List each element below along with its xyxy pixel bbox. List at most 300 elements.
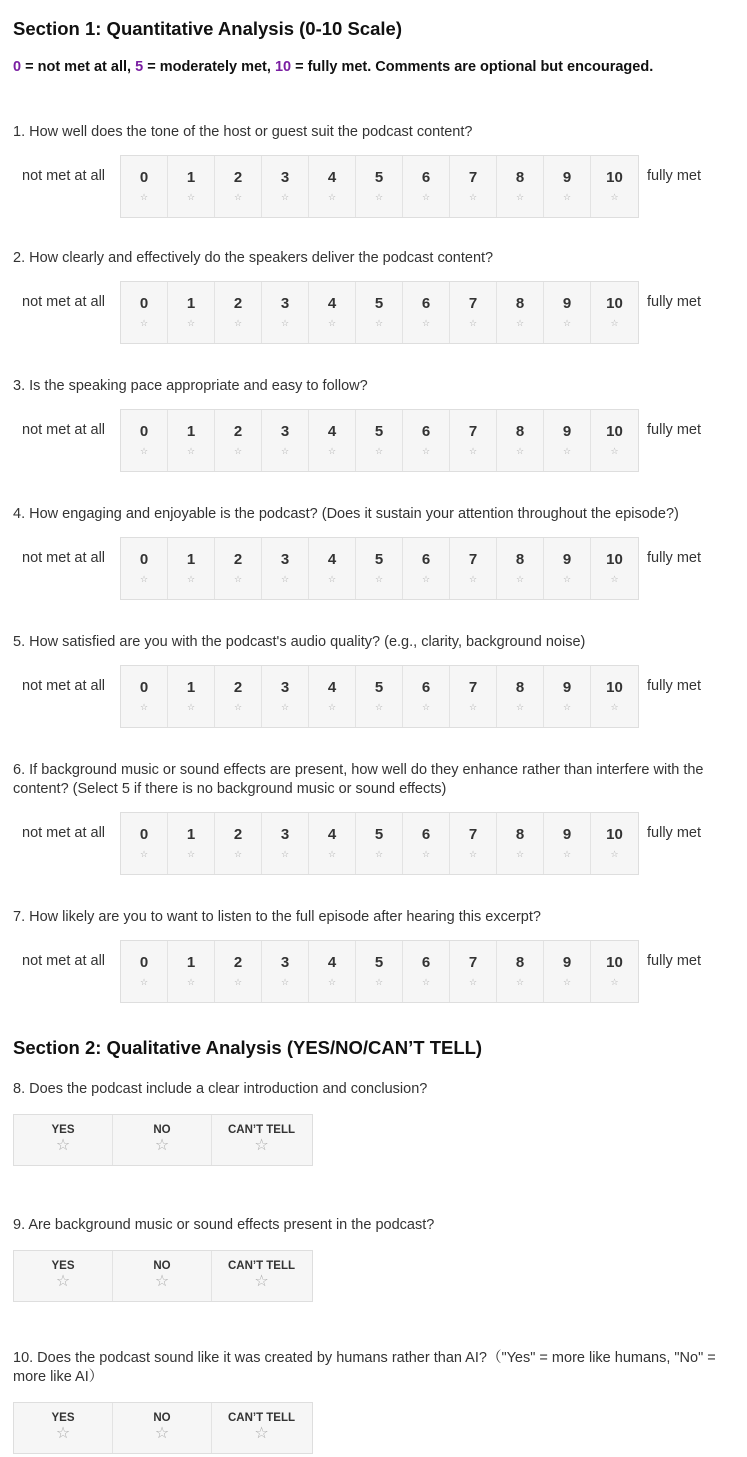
rating-option-8[interactable] xyxy=(497,156,544,217)
choice-label: YES xyxy=(51,1124,75,1136)
rating-value: 0 xyxy=(139,551,149,568)
rating-value: 2 xyxy=(233,169,243,186)
rating-option-9[interactable] xyxy=(544,156,591,217)
rating-option-10[interactable] xyxy=(591,666,638,727)
rating-value: 6 xyxy=(421,826,431,843)
star-outline-icon: ☆ xyxy=(468,702,478,712)
star-outline-icon: ☆ xyxy=(421,574,431,584)
scale-max-label: fully met xyxy=(647,825,701,841)
rating-option-4[interactable] xyxy=(309,813,356,874)
rating-option-4[interactable] xyxy=(309,282,356,343)
choice-label: NO xyxy=(153,1124,171,1136)
rating-option-5[interactable] xyxy=(356,941,403,1002)
rating-option-4[interactable] xyxy=(309,156,356,217)
question-text: 8. Does the podcast include a clear introduction and conclusion? xyxy=(13,1081,428,1097)
rating-option-3[interactable] xyxy=(262,282,309,343)
rating-option-8[interactable] xyxy=(497,666,544,727)
star-outline-icon: ☆ xyxy=(374,318,384,328)
rating-value: 6 xyxy=(421,551,431,568)
choice-can-t-tell[interactable] xyxy=(212,1403,311,1453)
rating-option-3[interactable] xyxy=(262,538,309,599)
rating-value: 7 xyxy=(468,169,478,186)
rating-option-2[interactable] xyxy=(215,666,262,727)
star-outline-icon: ☆ xyxy=(610,702,619,712)
rating-value: 4 xyxy=(327,679,337,696)
rating-value: 6 xyxy=(421,679,431,696)
star-outline-icon: ☆ xyxy=(610,849,619,859)
rating-value: 3 xyxy=(280,295,290,312)
rating-value: 9 xyxy=(562,954,572,971)
choice-label: NO xyxy=(153,1412,171,1424)
rating-value: 6 xyxy=(421,169,431,186)
star-outline-icon: ☆ xyxy=(233,574,243,584)
star-outline-icon: ☆ xyxy=(154,1425,170,1442)
rating-value: 10 xyxy=(606,423,623,440)
rating-value: 6 xyxy=(421,423,431,440)
rating-option-2[interactable] xyxy=(215,538,262,599)
star-outline-icon: ☆ xyxy=(515,446,525,456)
rating-option-8[interactable] xyxy=(497,282,544,343)
star-outline-icon: ☆ xyxy=(254,1273,269,1290)
star-outline-icon: ☆ xyxy=(327,702,337,712)
section-2-title: Section 2: Qualitative Analysis (YES/NO/CAN’T TELL) xyxy=(13,1037,483,1058)
star-outline-icon: ☆ xyxy=(280,849,290,859)
rating-scale-row xyxy=(13,812,747,875)
rating-option-6[interactable] xyxy=(403,282,450,343)
star-outline-icon: ☆ xyxy=(421,977,431,987)
rating-option-7[interactable] xyxy=(450,538,497,599)
star-outline-icon: ☆ xyxy=(55,1137,71,1154)
star-outline-icon: ☆ xyxy=(468,446,478,456)
legend-number-10: 10 xyxy=(274,59,292,75)
star-outline-icon: ☆ xyxy=(233,977,243,987)
question-text: 2. How clearly and effectively do the speakers deliver the podcast content? xyxy=(13,250,494,266)
star-outline-icon: ☆ xyxy=(374,849,384,859)
rating-option-2[interactable] xyxy=(215,410,262,471)
star-outline-icon: ☆ xyxy=(515,849,525,859)
star-outline-icon: ☆ xyxy=(55,1273,71,1290)
star-outline-icon: ☆ xyxy=(562,192,572,202)
rating-question xyxy=(13,123,747,218)
star-outline-icon: ☆ xyxy=(186,192,196,202)
rating-option-1[interactable] xyxy=(168,538,215,599)
rating-option-7[interactable] xyxy=(450,813,497,874)
rating-option-0[interactable] xyxy=(121,666,168,727)
scale-max-label: fully met xyxy=(647,678,701,694)
yes-no-question xyxy=(13,1349,747,1454)
rating-value: 0 xyxy=(139,295,149,312)
scale-max-label: fully met xyxy=(647,294,701,310)
scale-min-label: not met at all xyxy=(22,953,106,969)
scale-legend xyxy=(13,57,747,77)
rating-option-3[interactable] xyxy=(262,813,309,874)
rating-option-10[interactable] xyxy=(591,538,638,599)
star-outline-icon: ☆ xyxy=(233,446,243,456)
star-outline-icon: ☆ xyxy=(139,192,149,202)
rating-value: 4 xyxy=(327,169,337,186)
rating-option-1[interactable] xyxy=(168,666,215,727)
rating-value: 9 xyxy=(562,169,572,186)
rating-scale-row xyxy=(13,537,747,600)
choice-can-t-tell[interactable] xyxy=(212,1251,311,1301)
star-outline-icon: ☆ xyxy=(374,977,384,987)
rating-value: 6 xyxy=(421,954,431,971)
star-outline-icon: ☆ xyxy=(186,446,196,456)
star-outline-icon: ☆ xyxy=(280,702,290,712)
rating-value: 7 xyxy=(468,295,478,312)
star-outline-icon: ☆ xyxy=(610,318,619,328)
rating-option-7[interactable] xyxy=(450,282,497,343)
rating-value: 1 xyxy=(186,954,196,971)
rating-option-5[interactable] xyxy=(356,538,403,599)
rating-value: 10 xyxy=(606,679,623,696)
scale-min-label: not met at all xyxy=(22,550,106,566)
rating-option-5[interactable] xyxy=(356,666,403,727)
rating-value: 2 xyxy=(233,826,243,843)
scale-max-label: fully met xyxy=(647,422,701,438)
rating-value: 7 xyxy=(468,954,478,971)
star-outline-icon: ☆ xyxy=(55,1425,71,1442)
rating-option-2[interactable] xyxy=(215,282,262,343)
rating-value: 2 xyxy=(233,954,243,971)
rating-value: 10 xyxy=(606,954,623,971)
rating-option-4[interactable] xyxy=(309,666,356,727)
star-outline-icon: ☆ xyxy=(186,702,196,712)
rating-option-9[interactable] xyxy=(544,538,591,599)
star-outline-icon: ☆ xyxy=(421,849,431,859)
rating-option-10[interactable] xyxy=(591,156,638,217)
rating-option-8[interactable] xyxy=(497,410,544,471)
legend-text-0: = not met at all, xyxy=(21,59,136,75)
rating-option-0[interactable] xyxy=(121,156,168,217)
section-1-title: Section 1: Quantitative Analysis (0-10 Scale) xyxy=(13,18,402,39)
rating-option-6[interactable] xyxy=(403,666,450,727)
rating-option-8[interactable] xyxy=(497,941,544,1002)
star-outline-icon: ☆ xyxy=(610,192,619,202)
rating-question xyxy=(13,633,747,728)
star-outline-icon: ☆ xyxy=(280,977,290,987)
rating-option-7[interactable] xyxy=(450,666,497,727)
rating-value: 0 xyxy=(139,423,149,440)
star-outline-icon: ☆ xyxy=(562,849,572,859)
rating-option-9[interactable] xyxy=(544,666,591,727)
rating-option-6[interactable] xyxy=(403,410,450,471)
yes-no-choices xyxy=(13,1402,313,1454)
rating-option-0[interactable] xyxy=(121,941,168,1002)
rating-option-4[interactable] xyxy=(309,538,356,599)
star-outline-icon: ☆ xyxy=(468,574,478,584)
rating-option-5[interactable] xyxy=(356,282,403,343)
choice-can-t-tell[interactable] xyxy=(212,1115,311,1165)
star-outline-icon: ☆ xyxy=(421,446,431,456)
rating-value: 0 xyxy=(139,954,149,971)
rating-value: 10 xyxy=(606,551,623,568)
choice-no[interactable] xyxy=(113,1403,212,1453)
rating-value: 9 xyxy=(562,295,572,312)
scale-max-label: fully met xyxy=(647,550,701,566)
rating-value: 8 xyxy=(515,679,525,696)
star-outline-icon: ☆ xyxy=(186,849,196,859)
yes-no-question xyxy=(13,1080,747,1166)
rating-value: 5 xyxy=(374,423,384,440)
rating-value: 3 xyxy=(280,551,290,568)
star-outline-icon: ☆ xyxy=(233,318,243,328)
star-outline-icon: ☆ xyxy=(327,574,337,584)
legend-text-10: = fully met. Comments are optional but encouraged. xyxy=(291,59,654,75)
rating-option-5[interactable] xyxy=(356,156,403,217)
rating-scale xyxy=(120,665,639,728)
rating-value: 7 xyxy=(468,551,478,568)
scale-min-label: not met at all xyxy=(22,422,106,438)
star-outline-icon: ☆ xyxy=(186,318,196,328)
rating-scale xyxy=(120,155,639,218)
star-outline-icon: ☆ xyxy=(280,446,290,456)
rating-scale-row xyxy=(13,665,747,728)
rating-option-4[interactable] xyxy=(309,410,356,471)
rating-option-10[interactable] xyxy=(591,282,638,343)
star-outline-icon: ☆ xyxy=(562,446,572,456)
rating-value: 8 xyxy=(515,423,525,440)
choice-yes[interactable] xyxy=(14,1115,113,1165)
rating-option-1[interactable] xyxy=(168,156,215,217)
rating-value: 3 xyxy=(280,679,290,696)
rating-scale xyxy=(120,537,639,600)
rating-option-6[interactable] xyxy=(403,538,450,599)
rating-scale-row xyxy=(13,281,747,344)
rating-scale xyxy=(120,281,639,344)
rating-value: 5 xyxy=(374,826,384,843)
rating-option-2[interactable] xyxy=(215,813,262,874)
star-outline-icon: ☆ xyxy=(468,849,478,859)
legend-number-0: 0 xyxy=(13,59,22,75)
question-text: 3. Is the speaking pace appropriate and easy to follow? xyxy=(13,378,368,394)
rating-option-8[interactable] xyxy=(497,538,544,599)
rating-option-5[interactable] xyxy=(356,813,403,874)
star-outline-icon: ☆ xyxy=(139,318,149,328)
rating-value: 3 xyxy=(280,954,290,971)
star-outline-icon: ☆ xyxy=(610,574,619,584)
question-text: 6. If background music or sound effects are present, how well do they enhance rather than interfere with the content? (Select 5 if there is no background music or sound effects) xyxy=(13,762,704,797)
yes-no-choices xyxy=(13,1250,313,1302)
rating-value: 8 xyxy=(515,826,525,843)
rating-value: 1 xyxy=(186,295,196,312)
rating-question xyxy=(13,761,747,875)
star-outline-icon: ☆ xyxy=(468,318,478,328)
choice-label: CAN’T TELL xyxy=(227,1260,296,1272)
choice-label: YES xyxy=(51,1412,75,1424)
rating-option-3[interactable] xyxy=(262,156,309,217)
star-outline-icon: ☆ xyxy=(139,977,149,987)
rating-option-10[interactable] xyxy=(591,813,638,874)
rating-value: 4 xyxy=(327,551,337,568)
rating-option-9[interactable] xyxy=(544,941,591,1002)
rating-option-6[interactable] xyxy=(403,941,450,1002)
star-outline-icon: ☆ xyxy=(233,702,243,712)
rating-option-0[interactable] xyxy=(121,813,168,874)
rating-value: 1 xyxy=(186,826,196,843)
rating-value: 8 xyxy=(515,169,525,186)
star-outline-icon: ☆ xyxy=(515,977,525,987)
star-outline-icon: ☆ xyxy=(139,574,149,584)
choice-label: CAN’T TELL xyxy=(227,1124,296,1136)
rating-value: 7 xyxy=(468,826,478,843)
rating-value: 5 xyxy=(374,295,384,312)
rating-option-7[interactable] xyxy=(450,410,497,471)
rating-value: 9 xyxy=(562,423,572,440)
scale-min-label: not met at all xyxy=(22,168,106,184)
star-outline-icon: ☆ xyxy=(154,1137,170,1154)
rating-value: 1 xyxy=(186,551,196,568)
rating-option-6[interactable] xyxy=(403,813,450,874)
question-text: 4. How engaging and enjoyable is the podcast? (Does it sustain your attention throughout the episode?) xyxy=(13,506,679,522)
star-outline-icon: ☆ xyxy=(327,446,337,456)
star-outline-icon: ☆ xyxy=(254,1137,269,1154)
rating-value: 4 xyxy=(327,423,337,440)
rating-value: 9 xyxy=(562,826,572,843)
yes-no-choices xyxy=(13,1114,313,1166)
rating-value: 9 xyxy=(562,679,572,696)
rating-value: 3 xyxy=(280,169,290,186)
rating-option-6[interactable] xyxy=(403,156,450,217)
star-outline-icon: ☆ xyxy=(327,318,337,328)
star-outline-icon: ☆ xyxy=(139,849,149,859)
star-outline-icon: ☆ xyxy=(186,574,196,584)
section-2-questions xyxy=(13,1080,747,1454)
question-text: 9. Are background music or sound effects present in the podcast? xyxy=(13,1217,435,1233)
rating-option-0[interactable] xyxy=(121,282,168,343)
rating-option-3[interactable] xyxy=(262,410,309,471)
rating-value: 0 xyxy=(139,169,149,186)
rating-option-1[interactable] xyxy=(168,813,215,874)
rating-option-0[interactable] xyxy=(121,410,168,471)
rating-value: 2 xyxy=(233,295,243,312)
star-outline-icon: ☆ xyxy=(374,446,384,456)
star-outline-icon: ☆ xyxy=(374,574,384,584)
choice-yes[interactable] xyxy=(14,1403,113,1453)
star-outline-icon: ☆ xyxy=(254,1425,269,1442)
star-outline-icon: ☆ xyxy=(515,702,525,712)
choice-label: NO xyxy=(153,1260,171,1272)
star-outline-icon: ☆ xyxy=(421,318,431,328)
rating-option-3[interactable] xyxy=(262,666,309,727)
rating-scale xyxy=(120,940,639,1003)
rating-value: 10 xyxy=(606,826,623,843)
rating-option-5[interactable] xyxy=(356,410,403,471)
rating-value: 7 xyxy=(468,423,478,440)
rating-value: 0 xyxy=(139,679,149,696)
rating-value: 5 xyxy=(374,551,384,568)
rating-option-9[interactable] xyxy=(544,410,591,471)
rating-value: 7 xyxy=(468,679,478,696)
legend-text-5: = moderately met, xyxy=(143,59,275,75)
star-outline-icon: ☆ xyxy=(154,1273,170,1290)
rating-value: 2 xyxy=(233,679,243,696)
star-outline-icon: ☆ xyxy=(610,446,619,456)
rating-option-7[interactable] xyxy=(450,941,497,1002)
choice-yes[interactable] xyxy=(14,1251,113,1301)
rating-value: 8 xyxy=(515,551,525,568)
star-outline-icon: ☆ xyxy=(327,192,337,202)
rating-question xyxy=(13,505,747,600)
rating-value: 1 xyxy=(186,679,196,696)
rating-scale-row xyxy=(13,155,747,218)
rating-option-4[interactable] xyxy=(309,941,356,1002)
legend-number-5: 5 xyxy=(135,59,144,75)
rating-value: 8 xyxy=(515,295,525,312)
star-outline-icon: ☆ xyxy=(374,192,384,202)
rating-scale-row xyxy=(13,940,747,1003)
scale-min-label: not met at all xyxy=(22,678,106,694)
rating-value: 6 xyxy=(421,295,431,312)
rating-option-10[interactable] xyxy=(591,410,638,471)
star-outline-icon: ☆ xyxy=(562,702,572,712)
rating-option-1[interactable] xyxy=(168,282,215,343)
star-outline-icon: ☆ xyxy=(280,318,290,328)
rating-question xyxy=(13,249,747,344)
star-outline-icon: ☆ xyxy=(421,702,431,712)
scale-min-label: not met at all xyxy=(22,825,106,841)
rating-option-8[interactable] xyxy=(497,813,544,874)
rating-value: 1 xyxy=(186,423,196,440)
star-outline-icon: ☆ xyxy=(562,574,572,584)
star-outline-icon: ☆ xyxy=(186,977,196,987)
star-outline-icon: ☆ xyxy=(515,574,525,584)
star-outline-icon: ☆ xyxy=(562,977,572,987)
star-outline-icon: ☆ xyxy=(374,702,384,712)
star-outline-icon: ☆ xyxy=(327,849,337,859)
rating-value: 5 xyxy=(374,679,384,696)
question-text: 10. Does the podcast sound like it was created by humans rather than AI?（"Yes" = more like humans, "No" = more like AI） xyxy=(13,1350,716,1385)
rating-scale-row xyxy=(13,409,747,472)
rating-value: 2 xyxy=(233,423,243,440)
rating-option-9[interactable] xyxy=(544,282,591,343)
rating-option-3[interactable] xyxy=(262,941,309,1002)
rating-value: 3 xyxy=(280,826,290,843)
rating-option-2[interactable] xyxy=(215,156,262,217)
rating-value: 10 xyxy=(606,169,623,186)
question-text: 1. How well does the tone of the host or guest suit the podcast content? xyxy=(13,124,473,140)
star-outline-icon: ☆ xyxy=(233,849,243,859)
rating-scale xyxy=(120,409,639,472)
rating-option-0[interactable] xyxy=(121,538,168,599)
rating-value: 5 xyxy=(374,169,384,186)
star-outline-icon: ☆ xyxy=(515,318,525,328)
rating-option-9[interactable] xyxy=(544,813,591,874)
question-text: 7. How likely are you to want to listen to the full episode after hearing this excerpt? xyxy=(13,909,541,925)
star-outline-icon: ☆ xyxy=(327,977,337,987)
rating-option-1[interactable] xyxy=(168,941,215,1002)
rating-value: 3 xyxy=(280,423,290,440)
rating-value: 9 xyxy=(562,551,572,568)
star-outline-icon: ☆ xyxy=(610,977,619,987)
section-1-questions xyxy=(13,123,747,1003)
rating-option-1[interactable] xyxy=(168,410,215,471)
rating-option-7[interactable] xyxy=(450,156,497,217)
rating-value: 4 xyxy=(327,295,337,312)
star-outline-icon: ☆ xyxy=(562,318,572,328)
scale-max-label: fully met xyxy=(647,168,701,184)
rating-option-2[interactable] xyxy=(215,941,262,1002)
star-outline-icon: ☆ xyxy=(280,192,290,202)
rating-value: 10 xyxy=(606,295,623,312)
choice-no[interactable] xyxy=(113,1115,212,1165)
yes-no-question xyxy=(13,1216,747,1302)
rating-option-10[interactable] xyxy=(591,941,638,1002)
scale-max-label: fully met xyxy=(647,953,701,969)
rating-value: 4 xyxy=(327,954,337,971)
choice-no[interactable] xyxy=(113,1251,212,1301)
star-outline-icon: ☆ xyxy=(468,192,478,202)
